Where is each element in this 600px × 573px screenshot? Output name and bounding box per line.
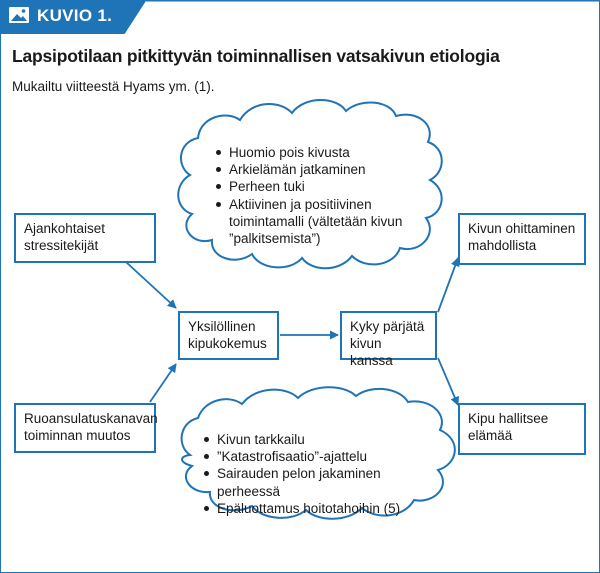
box-line: Kivun ohittaminen (468, 221, 576, 236)
box-line: elämää (468, 428, 513, 443)
list-item-line: Huomio pois kivusta (229, 145, 350, 160)
arrow-coping-to-overcome (438, 258, 458, 312)
box-pain-can-be-overcome (458, 213, 586, 265)
list-item-line: ”Katastrofisaatio”-ajattelu (217, 449, 368, 465)
list-item (204, 431, 444, 448)
box-digestive-change (14, 403, 156, 453)
arrow-stress-to-experience (126, 262, 176, 308)
figure-label: KUVIO 1. (37, 6, 113, 25)
box-line: Ruoansulatuskanavan (24, 411, 158, 426)
list-item-line: ”palkitsemista”) (229, 231, 321, 247)
box-current-stressors (14, 213, 156, 263)
list-item (216, 161, 426, 178)
list-item (216, 144, 426, 161)
box-line: stressitekijät (24, 238, 99, 253)
list-item-line: Sairauden pelon jakaminen perheessä (217, 466, 381, 499)
arrow-coping-to-dominates (438, 358, 458, 405)
list-item (204, 448, 444, 465)
list-item-line: Aktiivinen ja positiivinen (229, 196, 372, 212)
list-item-line: toimintamalli (vältetään kivun (229, 213, 403, 229)
list-item-line: Kivun tarkkailu (217, 432, 305, 447)
arrow-digestive-to-experience (150, 364, 176, 402)
list-item-line: Perheen tuki (229, 179, 305, 195)
list-item (216, 178, 426, 195)
box-line: Kipu hallitsee (468, 411, 549, 426)
figure-title: Lapsipotilaan pitkittyvän toiminnallisen vatsakivun etiologia (12, 46, 500, 66)
box-line: kipukokemus (188, 336, 267, 351)
box-line: mahdollista (468, 238, 537, 253)
box-ability-to-cope (340, 311, 437, 368)
box-individual-pain-experience (178, 311, 279, 360)
figure-source: Mukailtu viitteestä Hyams ym. (1). (12, 79, 215, 94)
box-line: Kyky pärjätä (350, 319, 425, 334)
negative-factors-list (204, 431, 444, 517)
list-item (204, 465, 444, 499)
box-line: Ajankohtaiset (24, 221, 106, 236)
box-pain-dominates-life (458, 403, 586, 455)
list-item (216, 196, 426, 248)
positive-factors-list (216, 144, 426, 247)
box-line: toiminnan muutos (24, 428, 131, 443)
list-item-line: Epäluottamus hoitotahoihin (5) (217, 500, 401, 516)
list-item-line: Arkielämän jatkaminen (229, 162, 366, 178)
box-line: Yksilöllinen (188, 319, 256, 334)
box-line: kivun kanssa (350, 336, 393, 368)
list-item (204, 500, 444, 517)
